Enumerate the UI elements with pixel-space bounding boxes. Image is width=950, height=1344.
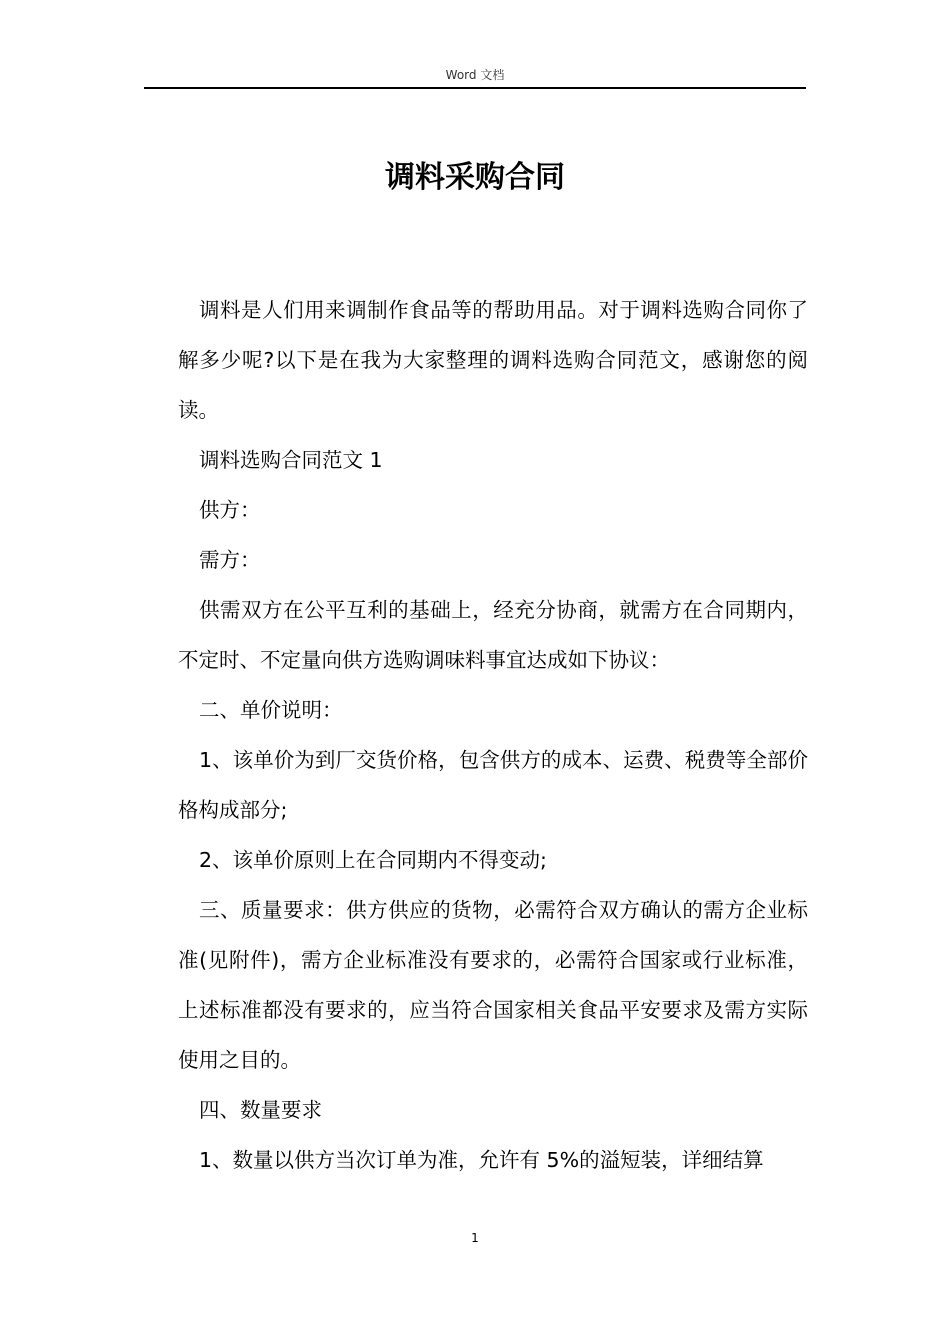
paragraph-price-item-1: 1、该单价为到厂交货价格，包含供方的成本、运费、税费等全部价格构成部分;: [178, 748, 808, 822]
paragraph-agreement: 供需双方在公平互利的基础上，经充分协商，就需方在合同期内，不定时、不定量向供方选购调味料事宜达成如下协议：: [178, 598, 808, 672]
document-body: [178, 285, 808, 1185]
page-header: Word 文档: [445, 68, 505, 82]
header-divider: [144, 87, 806, 89]
paragraph-price-heading: 二、单价说明：: [199, 698, 343, 722]
paragraph-quantity-heading: 四、数量要求: [199, 1098, 322, 1122]
document-title: 调料采购合同: [385, 160, 565, 195]
page-number: 1: [471, 1231, 479, 1245]
paragraph-intro: 调料是人们用来调制作食品等的帮助用品。对于调料选购合同你了解多少呢?以下是在我为大家整理的调料选购合同范文，感谢您的阅读。: [178, 298, 808, 422]
paragraph-price-item-2: 2、该单价原则上在合同期内不得变动;: [199, 848, 547, 872]
paragraph-buyer: 需方：: [199, 548, 261, 572]
paragraph-supplier: 供方：: [199, 498, 261, 522]
paragraph-section-heading: 调料选购合同范文 1: [199, 448, 383, 472]
paragraph-quality: 三、质量要求：供方供应的货物，必需符合双方确认的需方企业标准(见附件)，需方企业标准没有要求的，必需符合国家或行业标准，上述标准都没有要求的，应当符合国家相关食品平安要求及需方实际使用之目的。: [178, 898, 808, 1072]
paragraph-quantity-item-1: 1、数量以供方当次订单为准，允许有 5%的溢短装，详细结算: [199, 1148, 764, 1172]
